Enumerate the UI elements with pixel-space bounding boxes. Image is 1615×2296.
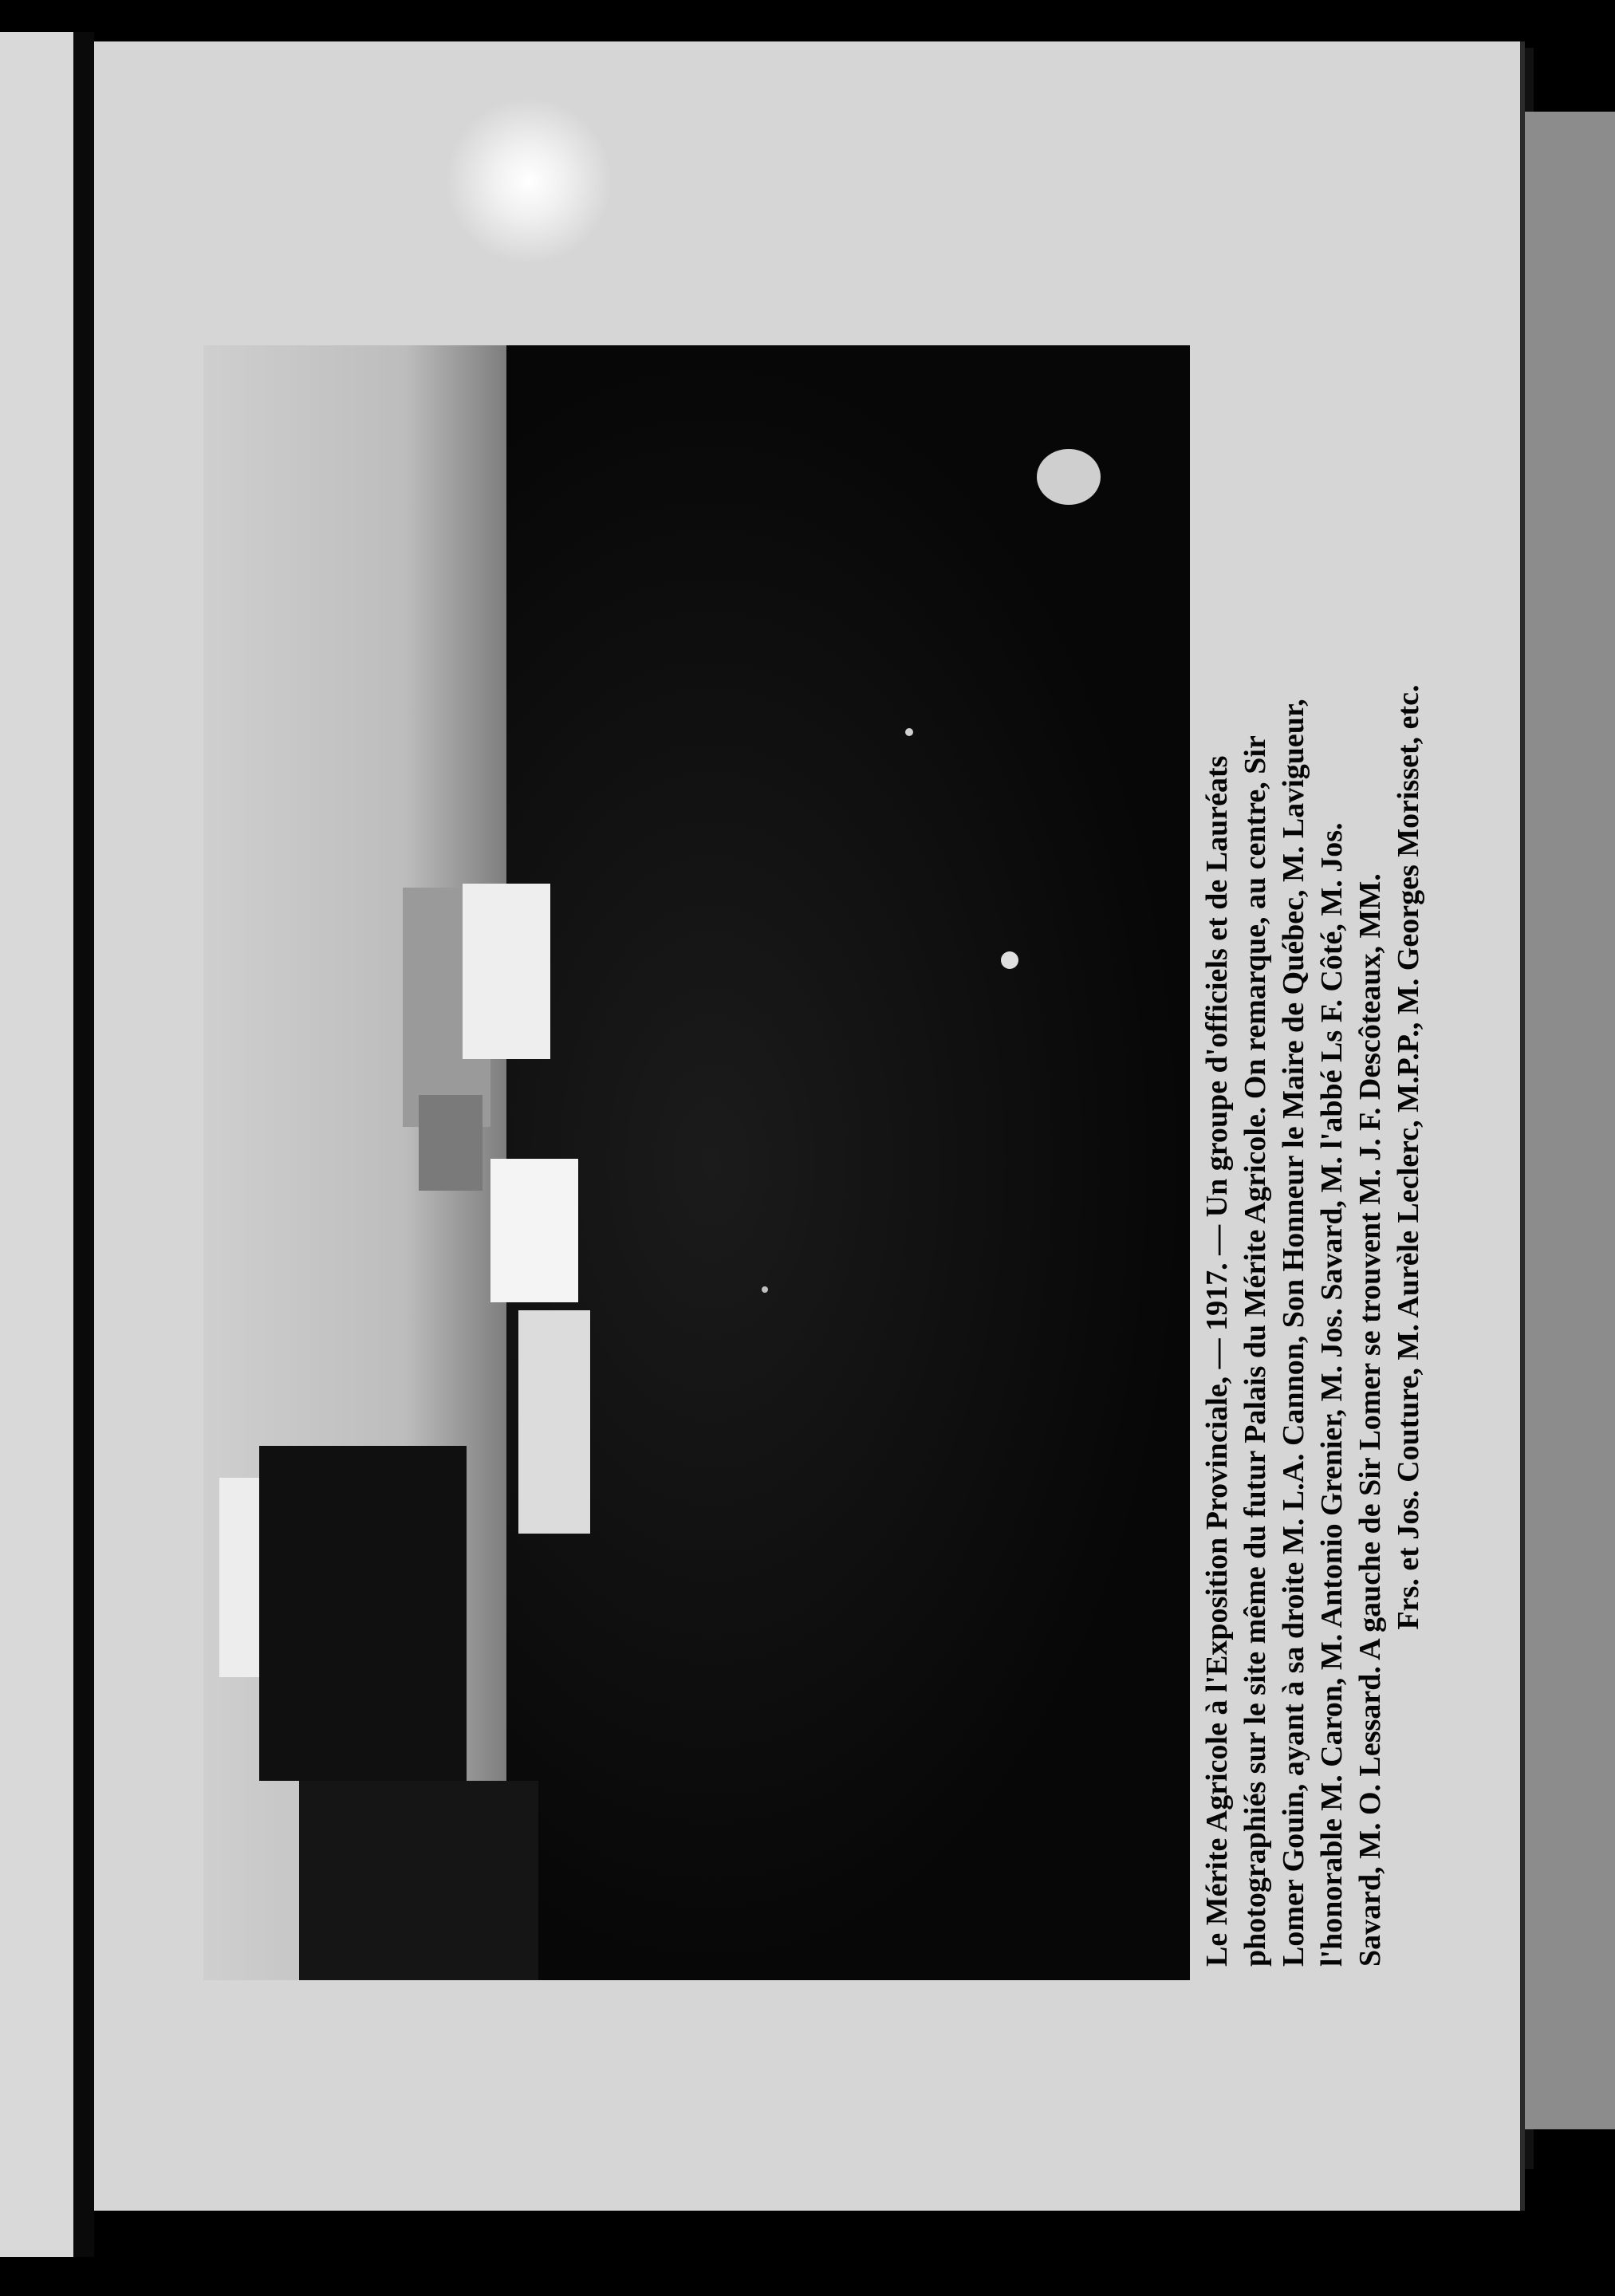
group-photograph bbox=[203, 345, 1190, 1980]
caption-line-3: Lomer Gouin, ayant à sa droite M. L.A. Cannon, Son Honneur le Maire de Québec, M. Lavigueur, bbox=[1277, 699, 1310, 1967]
photo-speck bbox=[1001, 951, 1018, 969]
photo-banner-sign bbox=[518, 1310, 590, 1534]
caption-line-5: Savard, M. O. Lessard. A gauche de Sir Lomer se trouvent M. J. F. Descôteaux, MM. bbox=[1353, 873, 1387, 1967]
caption-line-6: Frs. et Jos. Couture, M. Aurèle Leclerc, M.P.P., M. Georges Morisset, etc. bbox=[1392, 684, 1425, 1630]
photo-speck bbox=[1037, 449, 1101, 505]
page-gutter bbox=[73, 32, 94, 2257]
caption-line-1: Le Mérite Agricole à l'Exposition Provinciale, — 1917. — Un groupe d'officiels et de Lauréats bbox=[1200, 755, 1234, 1967]
photo-banner-sign bbox=[490, 1159, 578, 1302]
photo-crowd-area bbox=[506, 345, 1190, 1980]
next-page-edge bbox=[1523, 112, 1615, 2129]
document-page bbox=[94, 41, 1525, 2211]
photo-speck bbox=[762, 1286, 768, 1293]
photo-building-dark bbox=[299, 1781, 538, 1980]
photo-caption bbox=[1198, 348, 1428, 1967]
left-facing-page-edge bbox=[0, 32, 77, 2257]
photo-speck bbox=[905, 728, 913, 736]
photo-tower bbox=[419, 1095, 483, 1191]
caption-line-2: photographiés sur le site même du futur Palais du Mérite Agricole. On remarque, au centre, Sir bbox=[1239, 735, 1272, 1967]
photo-caption-block bbox=[1198, 348, 1501, 1967]
photo-banner-sign bbox=[463, 884, 550, 1059]
light-flare bbox=[445, 97, 613, 265]
caption-line-4: l'honorable M. Caron, M. Antonio Grenier, M. Jos. Savard, M. l'abbé Ls F. Côté, M. Jos. bbox=[1315, 822, 1349, 1967]
photo-building-dark bbox=[259, 1446, 467, 1781]
